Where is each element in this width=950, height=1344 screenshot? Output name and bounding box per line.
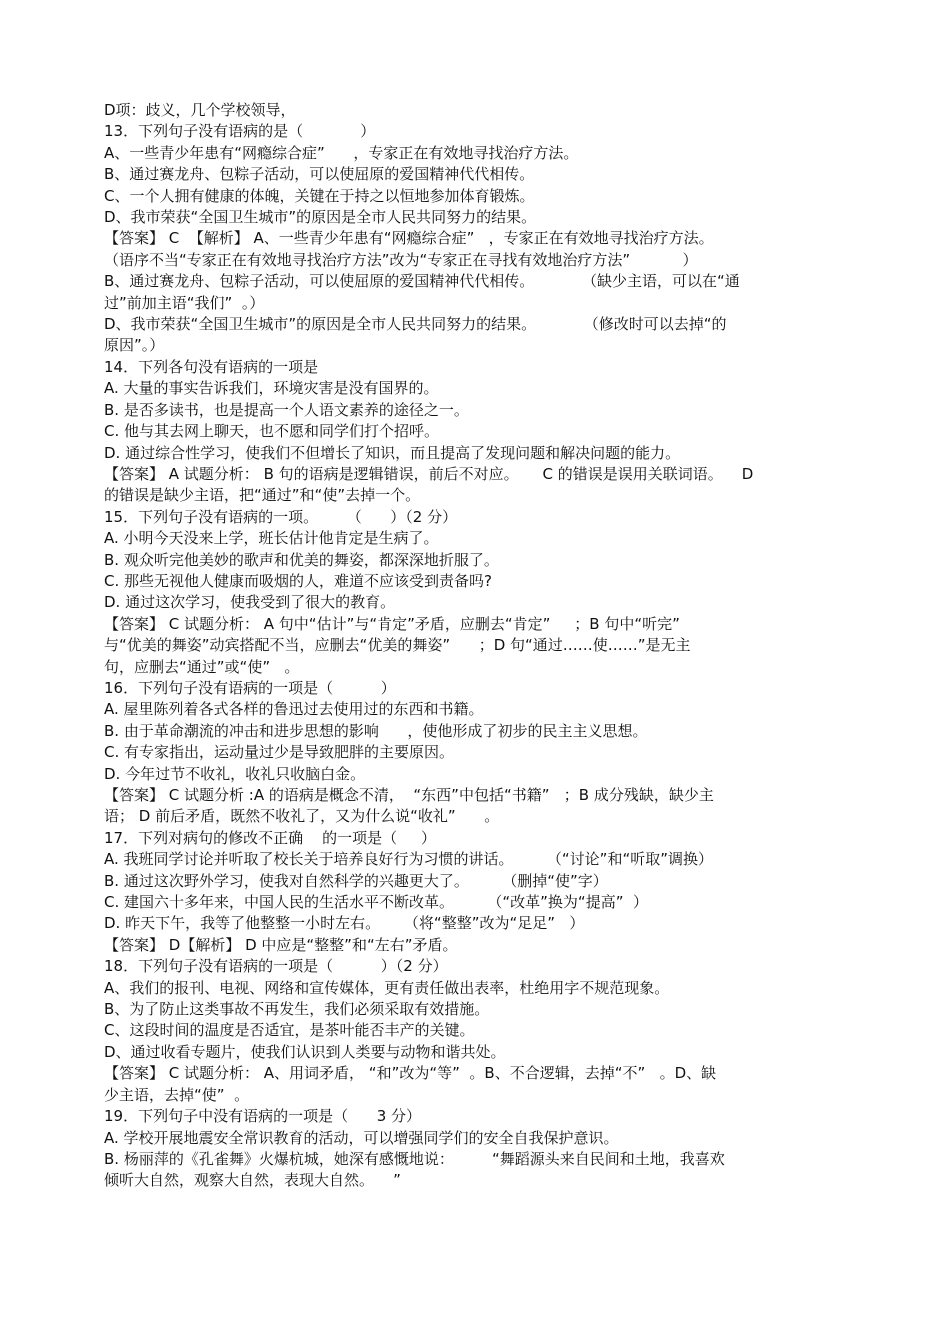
- text-line: A. 大量的事实告诉我们，环境灾害是没有国界的。: [104, 379, 439, 398]
- text-line: B、通过赛龙舟、包粽子活动，可以使屈原的爱国精神代代相传。 （缺少主语，可以在“通: [104, 272, 740, 291]
- text-line: （语序不当“专家正在有效地寻找治疗方法”改为“专家正在寻找有效地治疗方法” ）: [104, 250, 698, 269]
- text-line: 17．下列对病句的修改不正确 的一项是（ ）: [104, 828, 437, 847]
- text-line: 18．下列句子没有语病的一项是（ ）（2 分）: [104, 957, 448, 976]
- text-line: 的错误是缺少主语，把“通过”和“使”去掉一个。: [104, 486, 421, 505]
- text-line: B、为了防止这类事故不再发生，我们必须采取有效措施。: [104, 1000, 490, 1019]
- text-line: A. 屋里陈列着各式各样的鲁迅过去使用过的东西和书籍。: [104, 700, 484, 719]
- text-line: C、这段时间的温度是否适宜，是茶叶能否丰产的关键。: [104, 1021, 475, 1040]
- text-line: A、一些青少年患有“网瘾综合症” ，专家正在有效地寻找治疗方法。: [104, 143, 579, 162]
- text-line: B、通过赛龙舟、包粽子活动，可以使屈原的爱国精神代代相传。: [104, 165, 535, 184]
- text-line: 与“优美的舞姿”动宾搭配不当，应删去“优美的舞姿” ；D 句“通过……使……”是无主: [104, 636, 691, 655]
- text-line: 句，应删去“通过”或“使” 。: [104, 657, 300, 676]
- text-line: 15．下列句子没有语病的一项。 （ ）（2 分）: [104, 507, 458, 526]
- text-line: A. 学校开展地震安全常识教育的活动，可以增强同学们的安全自我保护意识。: [104, 1128, 619, 1147]
- text-line: D、我市荣获“全国卫生城市”的原因是全市人民共同努力的结果。 （修改时可以去掉“的: [104, 315, 727, 334]
- text-line: C. 有专家指出，运动量过少是导致肥胖的主要原因。: [104, 743, 455, 762]
- text-line: B. 观众听完他美妙的歌声和优美的舞姿，都深深地折服了。: [104, 550, 499, 569]
- text-line: C、一个人拥有健康的体魄，关键在于持之以恒地参加体育锻炼。: [104, 186, 535, 205]
- document-body: [104, 100, 844, 1192]
- text-line: D、我市荣获“全国卫生城市”的原因是全市人民共同努力的结果。: [104, 208, 537, 227]
- text-line: 语； D 前后矛盾，既然不收礼了，又为什么说“收礼” 。: [104, 807, 500, 826]
- text-line: A. 小明今天没来上学，班长估计他肯定是生病了。: [104, 529, 439, 548]
- text-line: 原因”。）: [104, 336, 165, 355]
- text-line: 13．下列句子没有语病的是（ ）: [104, 122, 376, 141]
- text-line: 【答案】 C 试题分析 :A 的语病是概念不清， “东西”中包括“书籍” ；B 成分残缺，缺少主: [104, 786, 714, 804]
- text-line: A. 我班同学讨论并听取了校长关于培养良好行为习惯的讲话。 （“讨论”和“听取”调换）: [104, 850, 713, 869]
- text-line: 【答案】 C 【解析】 A、一些青少年患有“网瘾综合症” ，专家正在有效地寻找治疗方法。: [104, 229, 714, 248]
- text-line: D. 通过综合性学习，使我们不但增长了知识，而且提高了发现问题和解决问题的能力。: [104, 443, 681, 462]
- text-line: D、通过收看专题片，使我们认识到人类要与动物和谐共处。: [104, 1042, 506, 1061]
- text-line: A、我们的报刊、电视、网络和宣传媒体，更有责任做出表率，杜绝用字不规范现象。: [104, 978, 670, 997]
- text-line: 【答案】 C 试题分析： A 句中“估计”与“肯定”矛盾，应删去“肯定” ；B 句中“听完”: [104, 614, 680, 633]
- text-line: D. 昨天下午，我等了他整整一小时左右。 （将“整整”改为“足足” ）: [104, 914, 585, 933]
- text-line: C. 那些无视他人健康而吸烟的人，难道不应该受到责备吗?: [104, 571, 492, 590]
- text-line: 【答案】 A 试题分析： B 句的语病是逻辑错误，前后不对应。 C 的错误是误用关联词语。 D: [104, 464, 754, 483]
- text-line: 过”前加主语“我们” 。）: [104, 293, 265, 312]
- text-line: B. 杨丽萍的《孔雀舞》火爆杭城，她深有感慨地说： “舞蹈源头来自民间和土地，我喜欢: [104, 1149, 725, 1168]
- text-line: 16．下列句子没有语病的一项是（ ）: [104, 678, 396, 697]
- text-line: C. 建国六十多年来，中国人民的生活水平不断改革。 （“改革”换为“提高” ）: [104, 893, 649, 912]
- text-line: 19．下列句子中没有语病的一项是（ 3 分）: [104, 1107, 422, 1126]
- text-line: 【答案】 C 试题分析： A、用词矛盾， “和”改为“等” 。B、不合逻辑，去掉“不” 。D、缺: [104, 1064, 717, 1083]
- text-line: 【答案】 D【解析】 D 中应是“整整”和“左右”矛盾。: [104, 935, 458, 954]
- text-line: D. 通过这次学习，使我受到了很大的教育。: [104, 593, 396, 612]
- text-line: B. 通过这次野外学习，使我对自然科学的兴趣更大了。 （删掉“使”字）: [104, 871, 608, 890]
- text-line: D. 今年过节不收礼，收礼只收脑白金。: [104, 764, 366, 783]
- text-line: D项：歧义，几个学校领导，: [104, 101, 296, 119]
- text-line: 少主语，去掉“使” 。: [104, 1085, 250, 1104]
- text-line: C. 他与其去网上聊天，也不愿和同学们打个招呼。: [104, 422, 440, 441]
- text-line: B. 由于革命潮流的冲击和进步思想的影响 ，使他形成了初步的民主主义思想。: [104, 721, 648, 740]
- text-line: B. 是否多读书，也是提高一个人语文素养的途径之一。: [104, 400, 469, 419]
- text-line: 14．下列各句没有语病的一项是: [104, 357, 319, 376]
- text-line: 倾听大自然，观察大自然，表现大自然。 ”: [104, 1171, 401, 1190]
